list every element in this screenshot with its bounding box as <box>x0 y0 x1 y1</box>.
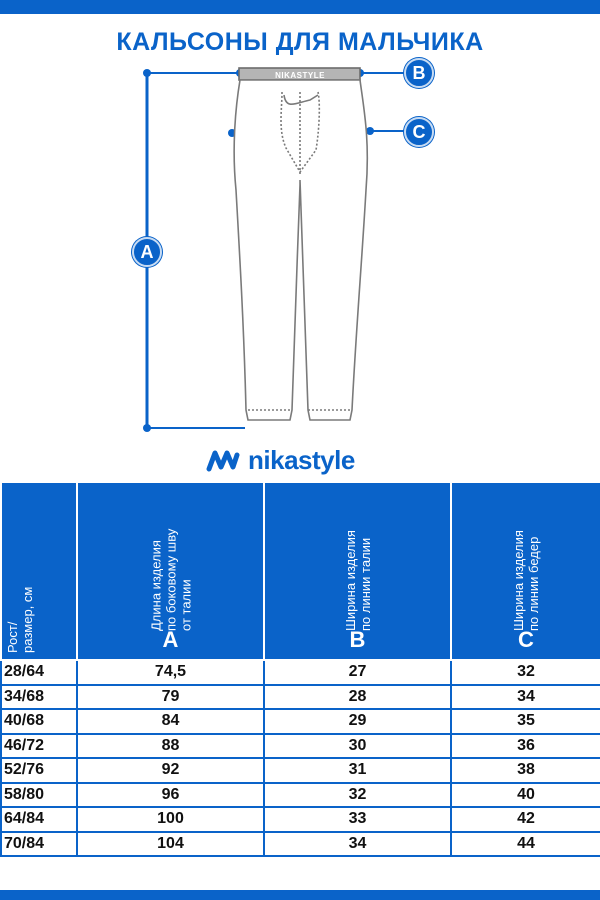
table-cell: 33 <box>264 807 451 832</box>
table-cell: 32 <box>451 660 600 685</box>
table-row <box>1 807 600 832</box>
table-header-label: Рост/ размер, см <box>5 586 35 653</box>
table-cell: 32 <box>264 783 451 808</box>
table-cell: 36 <box>451 734 600 759</box>
table-header-3 <box>451 482 600 660</box>
table-cell: 58/80 <box>1 783 77 808</box>
table-cell: 70/84 <box>1 832 77 857</box>
table-cell: 29 <box>264 709 451 734</box>
page-title: КАЛЬСОНЫ ДЛЯ МАЛЬЧИКА <box>116 28 484 56</box>
table-cell: 28/64 <box>1 660 77 685</box>
brand-logo <box>206 443 355 477</box>
table-cell: 84 <box>77 709 264 734</box>
table-cell: 52/76 <box>1 758 77 783</box>
table-row <box>1 758 600 783</box>
bottom-band <box>0 890 600 900</box>
table-cell: 30 <box>264 734 451 759</box>
table-header-letter: A <box>162 627 179 652</box>
table-row <box>1 660 600 685</box>
size-table <box>0 481 600 857</box>
table-cell: 42 <box>451 807 600 832</box>
table-cell: 34/68 <box>1 685 77 710</box>
table-row <box>1 734 600 759</box>
marker-a: A <box>132 237 162 267</box>
table-cell: 31 <box>264 758 451 783</box>
table-header-label: Ширина изделия по линии талии <box>342 530 373 631</box>
top-band <box>0 0 600 14</box>
table-row <box>1 685 600 710</box>
table-header-label: Ширина изделия по линии бедер <box>511 530 541 631</box>
long-johns-drawing <box>234 68 367 420</box>
table-cell: 92 <box>77 758 264 783</box>
marker-c: C <box>404 117 434 147</box>
table-cell: 100 <box>77 807 264 832</box>
table-cell: 44 <box>451 832 600 857</box>
table-cell: 34 <box>451 685 600 710</box>
table-cell: 88 <box>77 734 264 759</box>
garment-label: NIKASTYLE <box>275 71 325 80</box>
table-header-letter: B <box>349 627 366 652</box>
table-cell: 38 <box>451 758 600 783</box>
table-cell: 27 <box>264 660 451 685</box>
table-header-2 <box>264 482 451 660</box>
table-cell: 28 <box>264 685 451 710</box>
table-row <box>1 783 600 808</box>
table-body <box>1 660 600 856</box>
table-cell: 34 <box>264 832 451 857</box>
table-cell: 35 <box>451 709 600 734</box>
table-cell: 64/84 <box>1 807 77 832</box>
brand-logo-text: nikastyle <box>248 444 355 475</box>
table-row <box>1 709 600 734</box>
table-cell: 79 <box>77 685 264 710</box>
table-row <box>1 832 600 857</box>
garment-diagram <box>0 55 600 440</box>
table-cell: 74,5 <box>77 660 264 685</box>
table-header-label: Длина изделия по боковому шву от талии <box>148 528 193 631</box>
table-header-0 <box>1 482 77 660</box>
table-cell: 96 <box>77 783 264 808</box>
table-cell: 46/72 <box>1 734 77 759</box>
table-header-letter: C <box>518 627 534 652</box>
table-header-1 <box>77 482 264 660</box>
table-header-row <box>1 482 600 660</box>
brand-logo-icon <box>206 445 240 475</box>
table-cell: 40/68 <box>1 709 77 734</box>
table-cell: 40 <box>451 783 600 808</box>
marker-b: B <box>404 58 434 88</box>
table-cell: 104 <box>77 832 264 857</box>
